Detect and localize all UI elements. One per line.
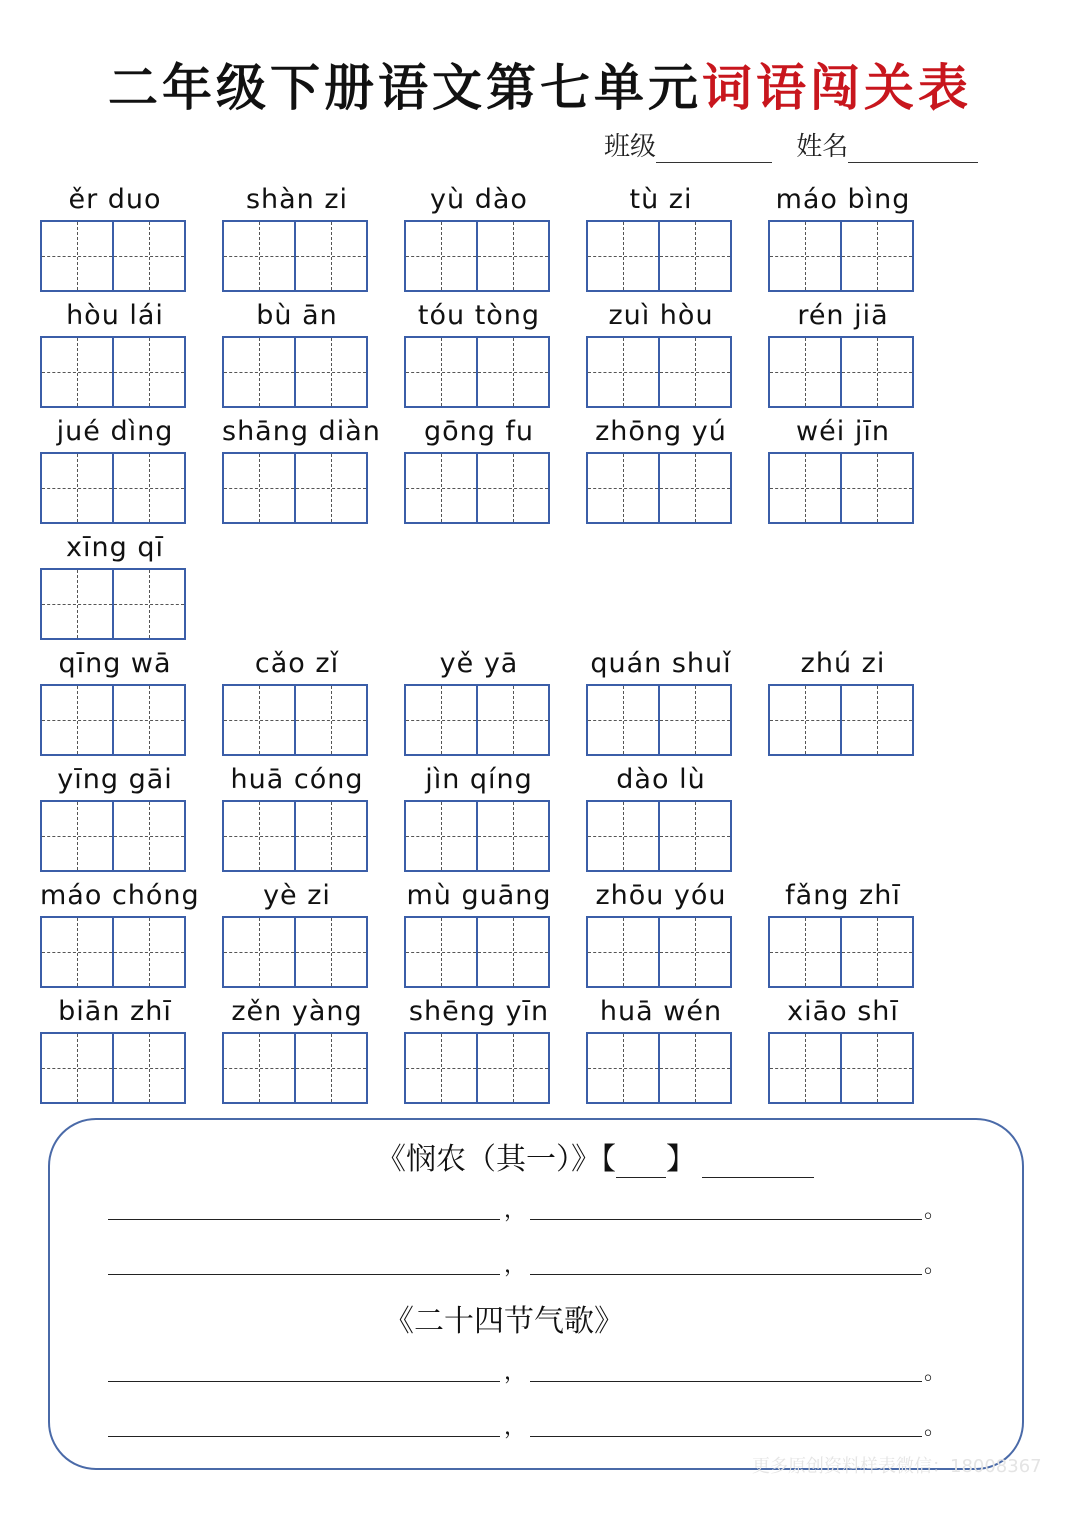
- blank-line[interactable]: [530, 1381, 922, 1382]
- pinyin-label: tù zi: [629, 184, 693, 215]
- writing-grid: [586, 336, 732, 408]
- word-item: [768, 992, 918, 1104]
- word-item: [40, 180, 190, 292]
- tianzi-cell[interactable]: [406, 918, 476, 986]
- pinyin-label: jué dìng: [56, 416, 174, 447]
- class-label: 班级: [604, 132, 657, 162]
- word-item: [404, 876, 554, 988]
- blank-line[interactable]: [108, 1219, 500, 1220]
- pinyin-label: hòu lái: [66, 300, 164, 331]
- tianzi-cell[interactable]: [42, 1034, 112, 1102]
- writing-grid: [222, 684, 368, 756]
- tianzi-cell[interactable]: [42, 686, 112, 754]
- word-item: [768, 296, 918, 408]
- word-item: [40, 760, 190, 872]
- comma: ，: [504, 1198, 527, 1223]
- tianzi-cell[interactable]: [658, 802, 730, 870]
- word-item: [586, 296, 736, 408]
- pinyin-label: mù guāng: [406, 880, 552, 911]
- tianzi-cell[interactable]: [658, 338, 730, 406]
- pinyin-label: máo bìng: [775, 184, 911, 215]
- tianzi-cell[interactable]: [658, 918, 730, 986]
- tianzi-cell[interactable]: [112, 570, 184, 638]
- tianzi-cell[interactable]: [658, 686, 730, 754]
- writing-grid: [40, 568, 186, 640]
- writing-grid: [768, 684, 914, 756]
- pinyin-label: zhōng yú: [595, 416, 727, 447]
- word-item: [404, 992, 554, 1104]
- pinyin-label: cǎo zǐ: [254, 648, 340, 679]
- tianzi-cell[interactable]: [294, 802, 366, 870]
- pinyin-label: dào lù: [616, 764, 706, 795]
- pinyin-label: rén jiā: [797, 300, 889, 331]
- pinyin-label: xiāo shī: [787, 996, 899, 1027]
- writing-grid: [586, 220, 732, 292]
- word-item: [222, 180, 372, 292]
- tianzi-cell[interactable]: [588, 686, 658, 754]
- poem1-line-1[interactable]: [108, 1196, 947, 1226]
- word-item: [404, 180, 554, 292]
- tianzi-cell[interactable]: [840, 222, 912, 290]
- tianzi-cell[interactable]: [476, 1034, 548, 1102]
- blank-line[interactable]: [108, 1381, 500, 1382]
- word-item: [768, 876, 918, 988]
- tianzi-cell[interactable]: [476, 454, 548, 522]
- pinyin-label: shāng diàn: [222, 416, 381, 447]
- tianzi-cell[interactable]: [840, 338, 912, 406]
- comma: ，: [504, 1360, 527, 1385]
- writing-grid: [586, 684, 732, 756]
- word-item: [40, 992, 190, 1104]
- writing-grid: [222, 1032, 368, 1104]
- tianzi-cell[interactable]: [770, 918, 840, 986]
- pinyin-label: shàn zi: [245, 184, 349, 215]
- page-title: [0, 48, 1080, 120]
- word-item: [404, 760, 554, 872]
- writing-grid: [222, 800, 368, 872]
- word-item: [222, 644, 372, 756]
- word-item: [404, 412, 554, 524]
- writing-grid: [768, 916, 914, 988]
- writing-grid: [586, 452, 732, 524]
- pinyin-label: qīng wā: [58, 648, 172, 679]
- tianzi-cell[interactable]: [42, 454, 112, 522]
- blank-line[interactable]: [108, 1274, 500, 1275]
- poem1-extra-blank[interactable]: [702, 1151, 814, 1178]
- tianzi-cell[interactable]: [840, 1034, 912, 1102]
- tianzi-cell[interactable]: [476, 222, 548, 290]
- word-item: [40, 876, 200, 988]
- blank-line[interactable]: [108, 1436, 500, 1437]
- name-label: 姓名: [796, 132, 849, 162]
- writing-grid: [222, 336, 368, 408]
- tianzi-cell[interactable]: [224, 222, 294, 290]
- tianzi-cell[interactable]: [112, 1034, 184, 1102]
- tianzi-cell[interactable]: [42, 802, 112, 870]
- poem2-line-2[interactable]: [108, 1413, 947, 1443]
- name-field[interactable]: [848, 136, 978, 163]
- writing-grid: [586, 916, 732, 988]
- word-item: [222, 760, 372, 872]
- blank-line[interactable]: [530, 1219, 922, 1220]
- tianzi-cell[interactable]: [406, 338, 476, 406]
- writing-grid: [40, 1032, 186, 1104]
- word-item: [40, 296, 190, 408]
- tianzi-cell[interactable]: [224, 454, 294, 522]
- word-item: [222, 412, 381, 524]
- tianzi-cell[interactable]: [770, 1034, 840, 1102]
- tianzi-cell[interactable]: [224, 338, 294, 406]
- writing-grid: [404, 452, 550, 524]
- writing-grid: [768, 336, 914, 408]
- blank-line[interactable]: [530, 1274, 922, 1275]
- pinyin-label: quán shuǐ: [590, 648, 732, 679]
- tianzi-cell[interactable]: [406, 1034, 476, 1102]
- tianzi-cell[interactable]: [588, 918, 658, 986]
- pinyin-label: huā cóng: [230, 764, 364, 795]
- tianzi-cell[interactable]: [840, 686, 912, 754]
- poem1-author-blank[interactable]: [616, 1151, 666, 1178]
- pinyin-label: máo chóng: [40, 880, 200, 911]
- tianzi-cell[interactable]: [588, 802, 658, 870]
- word-item: [40, 528, 190, 640]
- poem2-line-1[interactable]: [108, 1358, 947, 1388]
- tianzi-cell[interactable]: [406, 454, 476, 522]
- writing-grid: [768, 452, 914, 524]
- watermark: 更多原创资料样表微信：18008367: [752, 1456, 1042, 1477]
- writing-grid: [222, 220, 368, 292]
- tianzi-cell[interactable]: [770, 338, 840, 406]
- word-item: [40, 644, 190, 756]
- word-item: [586, 992, 736, 1104]
- pinyin-label: yù dào: [430, 184, 528, 215]
- comma: ，: [504, 1415, 527, 1440]
- pinyin-label: shēng yīn: [408, 996, 550, 1027]
- pinyin-label: zěn yàng: [231, 996, 363, 1027]
- tianzi-cell[interactable]: [42, 570, 112, 638]
- pinyin-label: jìn qíng: [425, 764, 533, 795]
- writing-grid: [404, 800, 550, 872]
- writing-grid: [404, 684, 550, 756]
- poem1-title: [376, 1134, 814, 1178]
- poem1-title-text: 《悯农（其一）》【: [376, 1142, 616, 1177]
- period: 。: [924, 1415, 947, 1440]
- tianzi-cell[interactable]: [770, 454, 840, 522]
- tianzi-cell[interactable]: [294, 338, 366, 406]
- blank-line[interactable]: [530, 1436, 922, 1437]
- word-item: [586, 644, 736, 756]
- pinyin-label: gōng fu: [423, 416, 535, 447]
- pinyin-label: tóu tòng: [417, 300, 541, 331]
- tianzi-cell[interactable]: [840, 918, 912, 986]
- period: 。: [924, 1360, 947, 1385]
- tianzi-cell[interactable]: [294, 1034, 366, 1102]
- tianzi-cell[interactable]: [112, 454, 184, 522]
- pinyin-label: fǎng zhī: [785, 880, 901, 911]
- tianzi-cell[interactable]: [588, 338, 658, 406]
- tianzi-cell[interactable]: [224, 918, 294, 986]
- poem1-line-2[interactable]: [108, 1251, 947, 1281]
- word-item: [586, 760, 736, 872]
- tianzi-cell[interactable]: [112, 918, 184, 986]
- tianzi-cell[interactable]: [112, 222, 184, 290]
- tianzi-cell[interactable]: [476, 686, 548, 754]
- writing-grid: [404, 336, 550, 408]
- word-item: [222, 296, 372, 408]
- pinyin-label: zuì hòu: [608, 300, 714, 331]
- tianzi-cell[interactable]: [658, 1034, 730, 1102]
- student-info: [604, 126, 978, 163]
- tianzi-cell[interactable]: [588, 222, 658, 290]
- pinyin-label: wéi jīn: [796, 416, 890, 447]
- tianzi-cell[interactable]: [42, 338, 112, 406]
- writing-grid: [404, 220, 550, 292]
- tianzi-cell[interactable]: [112, 802, 184, 870]
- pinyin-label: huā wén: [599, 996, 723, 1027]
- tianzi-cell[interactable]: [294, 918, 366, 986]
- poem1-bracket-close: 】: [666, 1142, 696, 1177]
- tianzi-cell[interactable]: [406, 222, 476, 290]
- class-field[interactable]: [656, 136, 772, 163]
- tianzi-cell[interactable]: [224, 1034, 294, 1102]
- writing-grid: [40, 684, 186, 756]
- tianzi-cell[interactable]: [770, 686, 840, 754]
- tianzi-cell[interactable]: [42, 222, 112, 290]
- word-item: [768, 180, 918, 292]
- tianzi-cell[interactable]: [294, 454, 366, 522]
- writing-grid: [40, 336, 186, 408]
- tianzi-cell[interactable]: [406, 802, 476, 870]
- word-item: [404, 296, 554, 408]
- word-item: [222, 876, 372, 988]
- tianzi-cell[interactable]: [840, 454, 912, 522]
- pinyin-label: biān zhī: [58, 996, 172, 1027]
- tianzi-cell[interactable]: [588, 1034, 658, 1102]
- writing-grid: [404, 1032, 550, 1104]
- period: 。: [924, 1198, 947, 1223]
- tianzi-cell[interactable]: [294, 222, 366, 290]
- pinyin-label: yè zi: [263, 880, 331, 911]
- period: 。: [924, 1253, 947, 1278]
- tianzi-cell[interactable]: [112, 338, 184, 406]
- pinyin-label: xīng qī: [66, 532, 164, 563]
- pinyin-label: yě yā: [439, 648, 519, 679]
- pinyin-label: zhōu yóu: [595, 880, 727, 911]
- writing-grid: [404, 916, 550, 988]
- word-item: [586, 180, 736, 292]
- writing-grid: [586, 1032, 732, 1104]
- pinyin-label: ěr duo: [68, 184, 162, 215]
- word-item: [768, 412, 918, 524]
- writing-grid: [40, 800, 186, 872]
- tianzi-cell[interactable]: [476, 918, 548, 986]
- tianzi-cell[interactable]: [42, 918, 112, 986]
- pinyin-label: bù ān: [256, 300, 338, 331]
- pinyin-label: zhú zi: [800, 648, 886, 679]
- title-highlight: 词语闯关表: [702, 58, 972, 117]
- comma: ，: [504, 1253, 527, 1278]
- tianzi-cell[interactable]: [294, 686, 366, 754]
- tianzi-cell[interactable]: [658, 454, 730, 522]
- writing-grid: [40, 452, 186, 524]
- writing-grid: [222, 916, 368, 988]
- tianzi-cell[interactable]: [112, 686, 184, 754]
- writing-grid: [40, 220, 186, 292]
- pinyin-label: yīng gāi: [57, 764, 173, 795]
- poem2-title: 《二十四节气歌》: [384, 1304, 624, 1339]
- writing-grid: [768, 220, 914, 292]
- tianzi-cell[interactable]: [224, 802, 294, 870]
- tianzi-cell[interactable]: [588, 454, 658, 522]
- tianzi-cell[interactable]: [476, 802, 548, 870]
- word-item: [40, 412, 190, 524]
- word-item: [404, 644, 554, 756]
- tianzi-cell[interactable]: [476, 338, 548, 406]
- word-item: [586, 876, 736, 988]
- word-item: [586, 412, 736, 524]
- word-item: [222, 992, 372, 1104]
- tianzi-cell[interactable]: [406, 686, 476, 754]
- title-main: 二年级下册语文第七单元: [108, 58, 702, 117]
- tianzi-cell[interactable]: [224, 686, 294, 754]
- tianzi-cell[interactable]: [770, 222, 840, 290]
- writing-grid: [586, 800, 732, 872]
- tianzi-cell[interactable]: [658, 222, 730, 290]
- writing-grid: [768, 1032, 914, 1104]
- writing-grid: [222, 452, 368, 524]
- word-item: [768, 644, 918, 756]
- writing-grid: [40, 916, 186, 988]
